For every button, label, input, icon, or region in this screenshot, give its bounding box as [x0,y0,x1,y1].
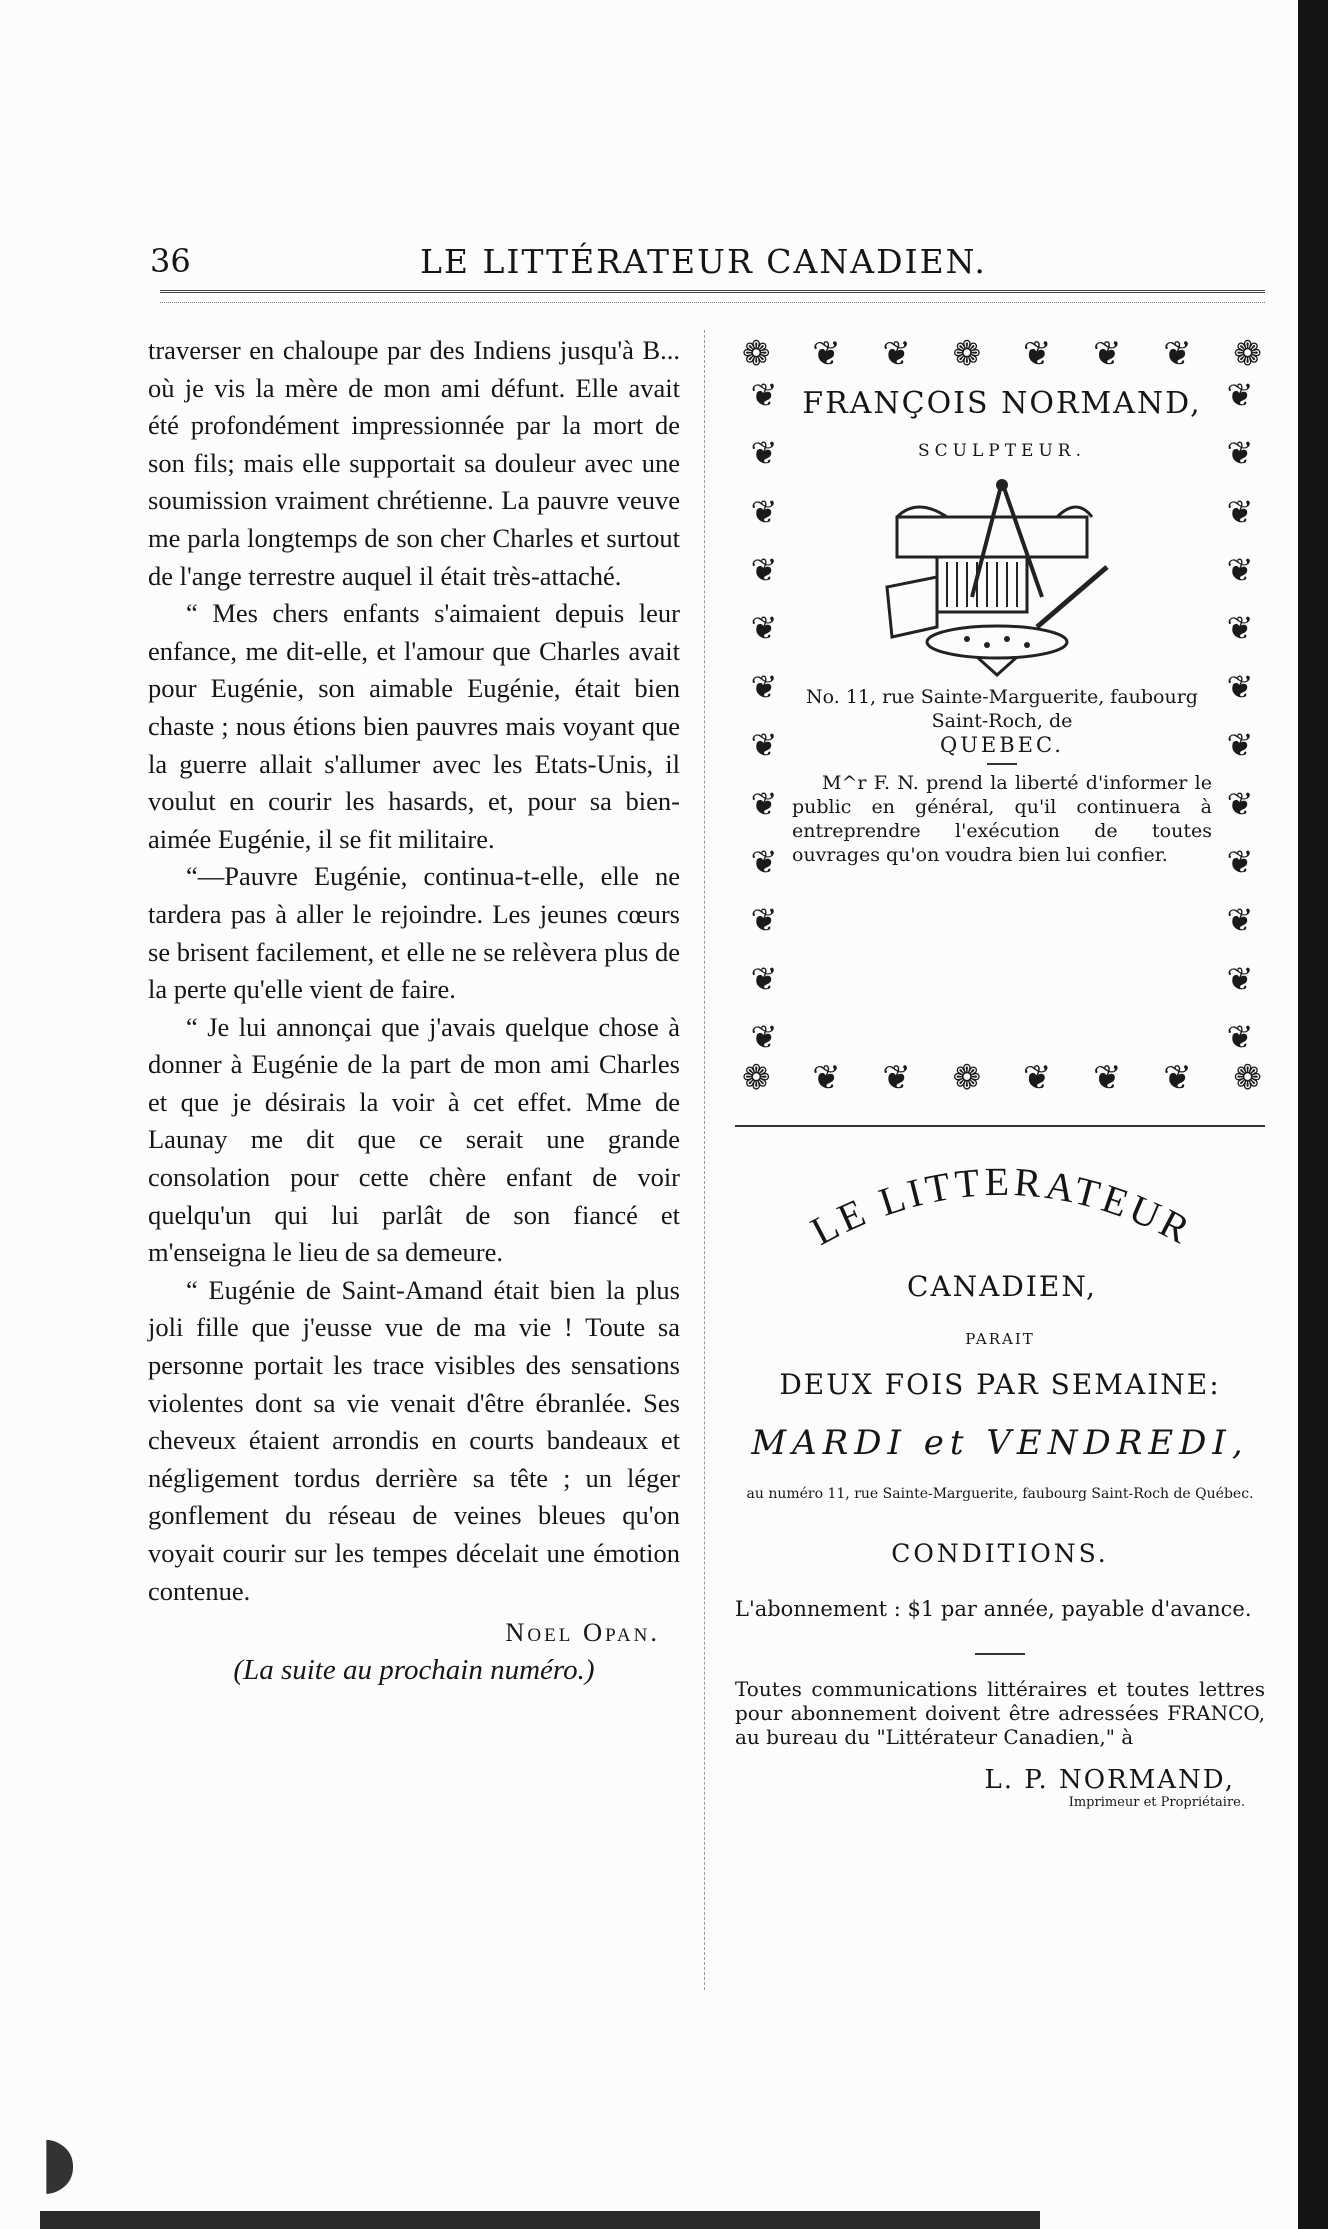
frequency-title: DEUX FOIS PAR SEMAINE: [779,1368,1221,1401]
article-paragraph: “ Eugénie de Saint-Amand était bien la plus joli fille que j'eusse vue de ma vie ! Toute sa personne portait les trace visibles des sensations violentes dont sa vie venait d'être ébranlée. Ses cheveux étaient arrondis en courts bandeaux et négligement tordus derrière sa tête ; un léger gonflement du réseau de veines bleues qu'on voyait courir sur les tempes décelait une émotion contenue. [148,1274,680,1606]
parait-label: PARAIT [965,1330,1035,1348]
header-rule [160,290,1265,293]
running-title: LE LITTÉRATEUR CANADIEN. [420,242,987,281]
sculptor-notice: M^r F. N. prend la liberté d'informer le public en général, qu'il continuera à entreprendre l'exécution de toutes ouvrages qu'on voudra bien lui confier. [792,772,1212,866]
article-paragraph: “ Je lui annonçai que j'avais quelque chose à donner à Eugénie de la part de mon ami Charles et que je désirais la voir à cet effet. Mme de Launay me dit que ce serait une grande consolation pour cette chère enfant de voir quelqu'un qui lui parlât de son fiancé et m'enseigna le lieu de sa demeure. [148,1011,680,1268]
ornament-border-left: ❦ ❦ ❦ ❦ ❦ ❦ ❦ ❦ ❦ ❦ ❦ ❦ [750,376,778,1056]
continued-note: (La suite au prochain numéro.) [233,1653,595,1686]
article-paragraph: traverser en chaloupe par des Indiens jusqu'à B... où je vis la mère de mon ami défunt. Elle avait été profondément impressionnée par la mort de son fils; mais elle supportait sa douleur avec une soumission vraiment chrétienne. La pauvre veuve me parla longtemps de son cher Charles et surtout de l'ange terrestre auquel il était très-attaché. [148,335,680,591]
author-signature: Noel Opan. [505,1617,660,1648]
article-paragraph: “—Pauvre Eugénie, continua-t-elle, elle ne tardera pas à aller le rejoindre. Les jeunes cœurs se brisent facilement, et elle ne se relèvera plus de la perte qu'elle vient de faire. [148,861,680,1005]
sculptor-tools-illustration [877,477,1127,677]
masthead-title-arc [742,1160,1262,1280]
sculptor-address: No. 11, rue Sainte-Marguerite, faubourg Saint-Roch, de [806,686,1198,732]
article-paragraph: “ Mes chers enfants s'aimaient depuis leur enfance, me dit-elle, et l'amour que Charles avait pour Eugénie, son aimable Eugénie, était bien chaste ; nous étions bien pauvres mais voyant que la guerre allait s'allumer avec les Etats-Unis, il voulut en courir les hasards, et, pour sa bien-aimée Eugénie, il se fit militaire. [148,598,680,854]
masthead-subtitle: CANADIEN, [907,1270,1097,1303]
printer-role: Imprimeur et Propriétaire. [1068,1795,1245,1810]
scan-blot: ◗ [40,2120,77,2202]
ornament-border-right: ❦ ❦ ❦ ❦ ❦ ❦ ❦ ❦ ❦ ❦ ❦ ❦ [1226,376,1254,1056]
ornament-border-bottom: ❁ ❦ ❦ ❁ ❦ ❦ ❦ ❁ [742,1058,1262,1098]
page-number: 36 [150,242,191,280]
sculptor-profession: SCULPTEUR. [918,441,1086,461]
publication-info [735,1330,1265,1810]
subscription-terms: L'abonnement : $1 par année, payable d'avance. [735,1597,1252,1621]
section-rule [735,1125,1265,1127]
communications-note: Toutes communications littéraires et toutes lettres pour abonnement doivent être adressées FRANCO, au bureau du "Littérateur Canadien," à [735,1677,1265,1749]
short-rule [975,1653,1025,1655]
conditions-title: CONDITIONS. [891,1539,1109,1568]
column-divider [704,330,705,1990]
page-header [150,242,1270,282]
publication-address: au numéro 11, rue Sainte-Marguerite, faubourg Saint-Roch de Québec. [746,1486,1254,1502]
advertisement-content [792,386,1212,867]
masthead [742,1160,1262,1310]
sculptor-name: FRANÇOIS NORMAND, [802,386,1202,421]
header-rule-dotted [160,302,1265,303]
article-column [148,332,680,1689]
printer-name: L. P. NORMAND, [984,1765,1235,1795]
sculptor-advertisement [742,332,1262,1100]
svg-text:LE LITTERATEUR [804,1160,1201,1254]
scan-edge-bottom [40,2211,1040,2229]
ornament-border-top: ❁ ❦ ❦ ❁ ❦ ❦ ❦ ❁ [742,334,1262,374]
ad-dash [987,763,1017,765]
sculptor-city: QUEBEC. [939,733,1064,757]
masthead-title: LE LITTERATEUR [803,1160,1201,1254]
publication-days: MARDI et VENDREDI, [751,1423,1249,1463]
scan-edge-right [1298,0,1328,2229]
